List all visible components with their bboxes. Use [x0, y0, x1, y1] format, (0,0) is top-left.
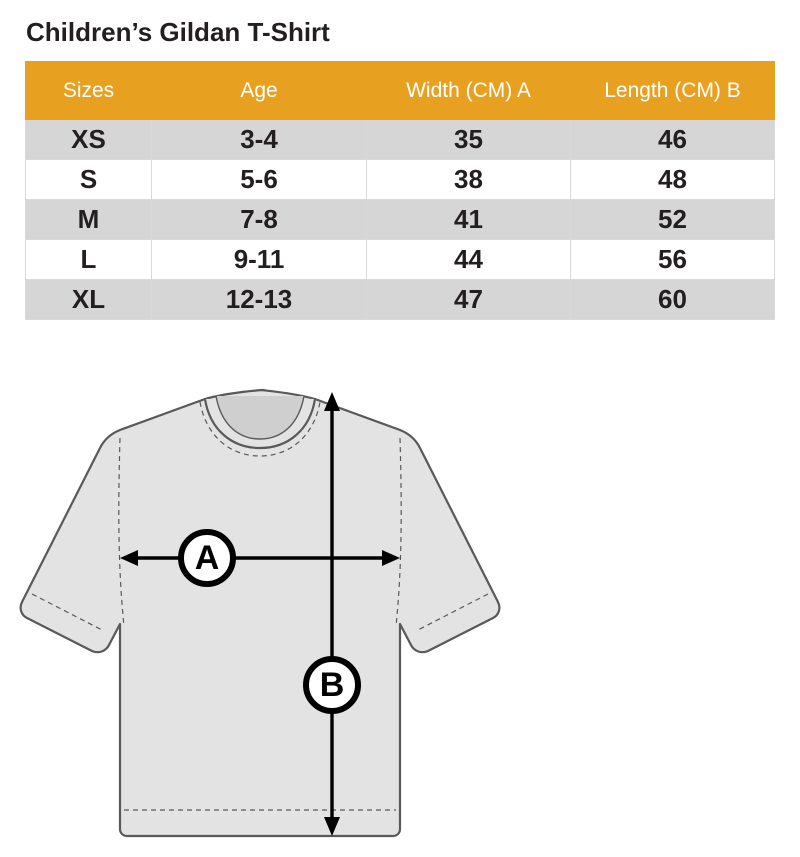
cell-width: 44	[367, 240, 571, 280]
cell-age: 12-13	[152, 280, 367, 320]
size-chart-table	[25, 61, 775, 320]
column-header-length: Length (CM) B	[571, 62, 775, 120]
table-row	[26, 240, 775, 280]
column-header-sizes: Sizes	[26, 62, 152, 120]
tshirt-measurement-diagram	[0, 368, 800, 857]
cell-age: 9-11	[152, 240, 367, 280]
cell-length: 52	[571, 200, 775, 240]
table-row	[26, 200, 775, 240]
cell-width: 35	[367, 120, 571, 160]
column-header-age: Age	[152, 62, 367, 120]
cell-size: M	[26, 200, 152, 240]
table-header	[26, 62, 775, 120]
cell-length: 48	[571, 160, 775, 200]
table-header-row	[26, 62, 775, 120]
cell-size: L	[26, 240, 152, 280]
table-body	[26, 120, 775, 320]
cell-size: XL	[26, 280, 152, 320]
cell-length: 56	[571, 240, 775, 280]
tshirt-illustration	[21, 390, 500, 836]
table-row	[26, 160, 775, 200]
cell-size: S	[26, 160, 152, 200]
cell-age: 3-4	[152, 120, 367, 160]
column-header-width: Width (CM) A	[367, 62, 571, 120]
cell-age: 7-8	[152, 200, 367, 240]
cell-age: 5-6	[152, 160, 367, 200]
cell-width: 38	[367, 160, 571, 200]
width-marker-label: A	[194, 539, 220, 577]
tshirt-outline	[21, 390, 500, 836]
table-row	[26, 120, 775, 160]
cell-width: 41	[367, 200, 571, 240]
length-marker-label: B	[319, 666, 345, 704]
cell-length: 46	[571, 120, 775, 160]
cell-width: 47	[367, 280, 571, 320]
page-title: Children’s Gildan T-Shirt	[26, 17, 330, 47]
cell-length: 60	[571, 280, 775, 320]
table-row	[26, 280, 775, 320]
cell-size: XS	[26, 120, 152, 160]
